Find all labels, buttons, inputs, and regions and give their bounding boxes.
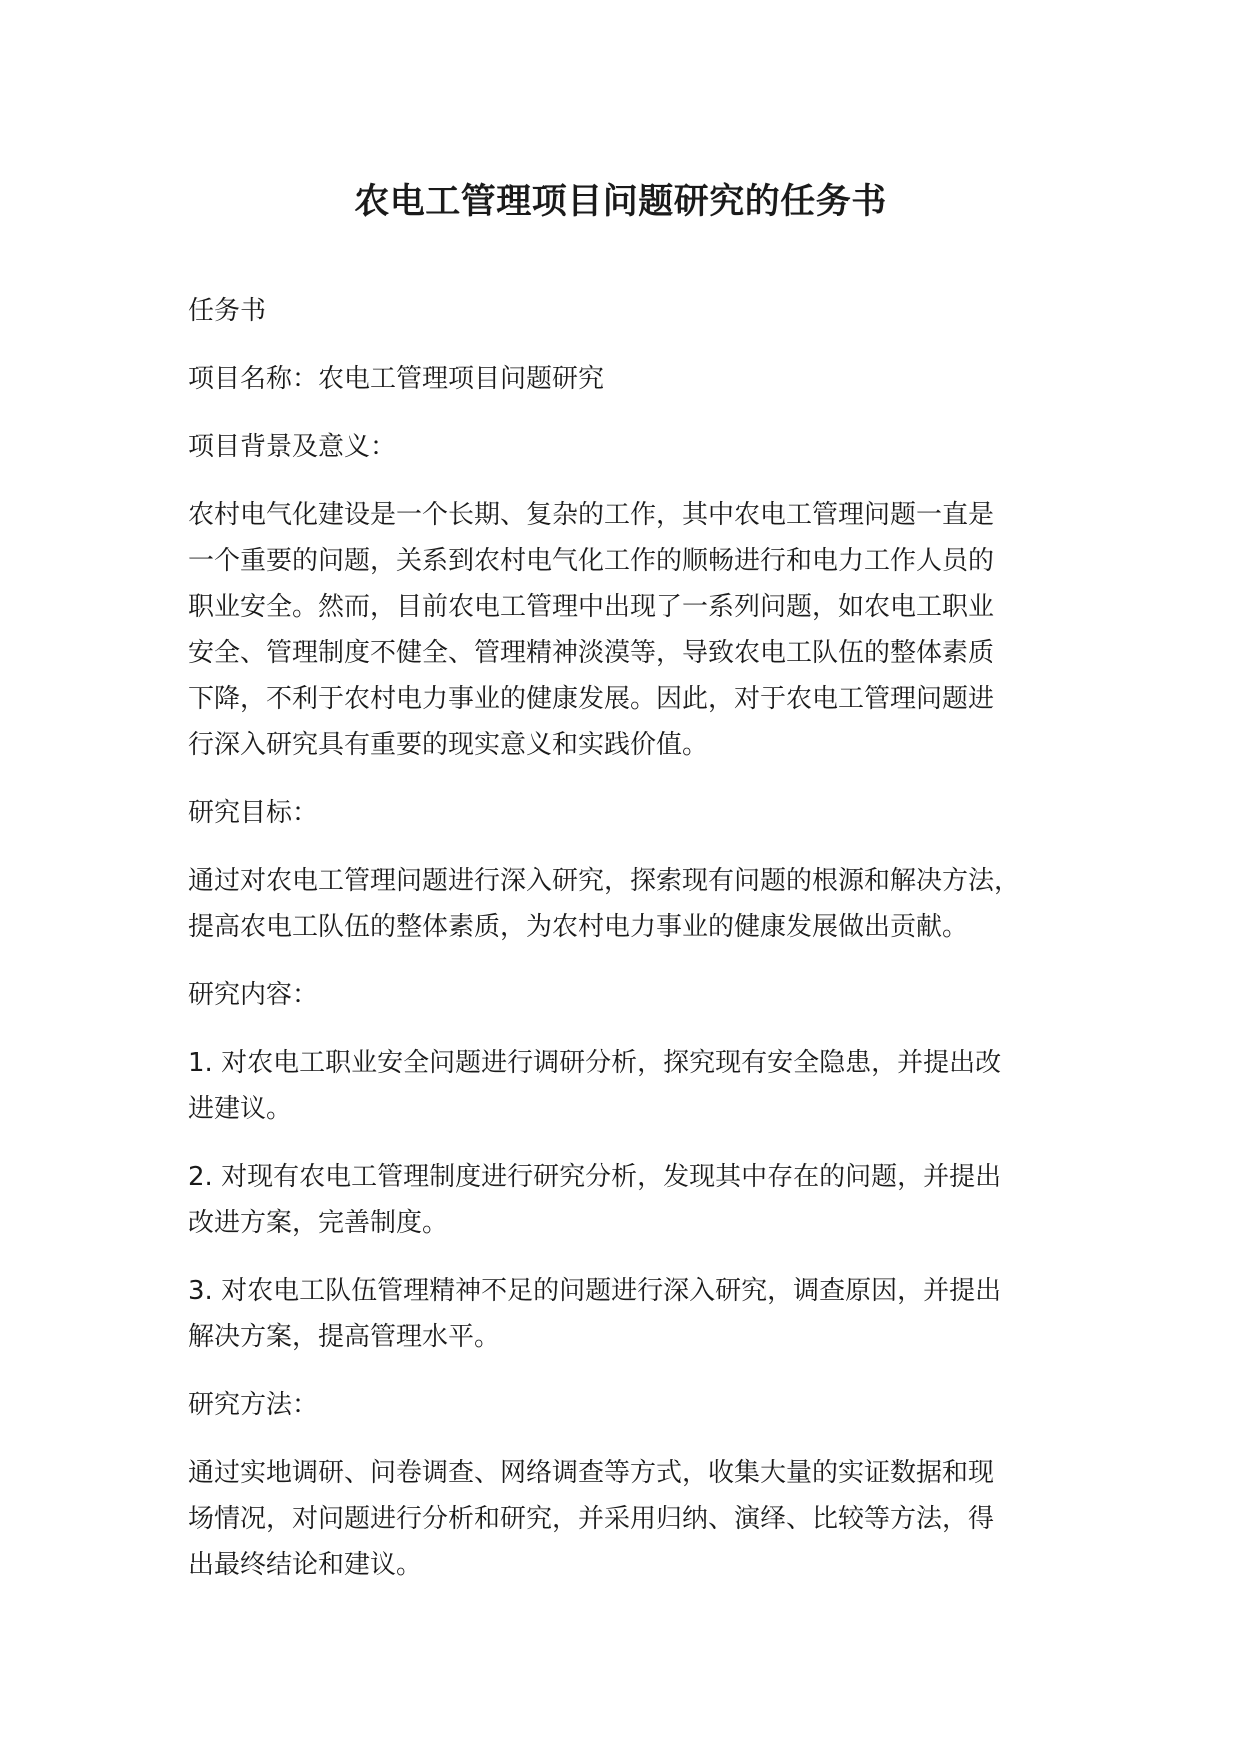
heading-content — [188, 972, 1088, 1018]
text-line: 任务书 — [188, 296, 267, 326]
paragraph-goals — [188, 858, 1088, 950]
heading-methods — [188, 1382, 1088, 1428]
list-item-1 — [188, 1040, 1088, 1132]
text-line: 下降，不利于农村电力事业的健康发展。因此，对于农电工管理问题进 — [188, 684, 995, 714]
text-line: 职业安全。然而，目前农电工管理中出现了一系列问题，如农电工职业 — [188, 592, 995, 622]
text-line: 3. 对农电工队伍管理精神不足的问题进行深入研究，调查原因，并提出 — [188, 1276, 1002, 1306]
list-item-3 — [188, 1268, 1088, 1360]
paragraph-background — [188, 492, 1088, 768]
text-line: 2. 对现有农电工管理制度进行研究分析，发现其中存在的问题，并提出 — [188, 1162, 1002, 1192]
heading-background — [188, 424, 1088, 470]
text-line: 通过实地调研、问卷调查、网络调查等方式，收集大量的实证数据和现 — [188, 1458, 995, 1488]
text-line: 安全、管理制度不健全、管理精神淡漠等，导致农电工队伍的整体素质 — [188, 638, 995, 668]
list-item-2 — [188, 1154, 1088, 1246]
text-line: 改进方案，完善制度。 — [188, 1208, 449, 1238]
text-line: 提高农电工队伍的整体素质，为农村电力事业的健康发展做出贡献。 — [188, 912, 969, 942]
text-line: 出最终结论和建议。 — [188, 1550, 423, 1580]
text-line: 行深入研究具有重要的现实意义和实践价值。 — [188, 730, 709, 760]
text-line: 一个重要的问题，关系到农村电气化工作的顺畅进行和电力工作人员的 — [188, 546, 995, 576]
text-line: 解决方案，提高管理水平。 — [188, 1322, 501, 1352]
text-line: 项目背景及意义： — [188, 432, 397, 462]
text-line: 农村电气化建设是一个长期、复杂的工作，其中农电工管理问题一直是 — [188, 500, 995, 530]
heading-goals — [188, 790, 1088, 836]
paragraph-methods — [188, 1450, 1088, 1588]
document-body — [188, 288, 1088, 1610]
text-line: 通过对农电工管理问题进行深入研究，探索现有问题的根源和解决方法， — [188, 866, 1021, 896]
paragraph-task-book — [188, 288, 1088, 334]
text-line: 场情况，对问题进行分析和研究，并采用归纳、演绎、比较等方法，得 — [188, 1504, 995, 1534]
text-line: 项目名称：农电工管理项目问题研究 — [188, 364, 605, 394]
document-title: 农电工管理项目问题研究的任务书 — [354, 182, 887, 222]
text-line: 进建议。 — [188, 1094, 293, 1124]
paragraph-project-name — [188, 356, 1088, 402]
text-line: 研究目标： — [188, 798, 319, 828]
text-line: 研究方法： — [188, 1390, 319, 1420]
text-line: 1. 对农电工职业安全问题进行调研分析，探究现有安全隐患，并提出改 — [188, 1048, 1002, 1078]
text-line: 研究内容： — [188, 980, 319, 1010]
